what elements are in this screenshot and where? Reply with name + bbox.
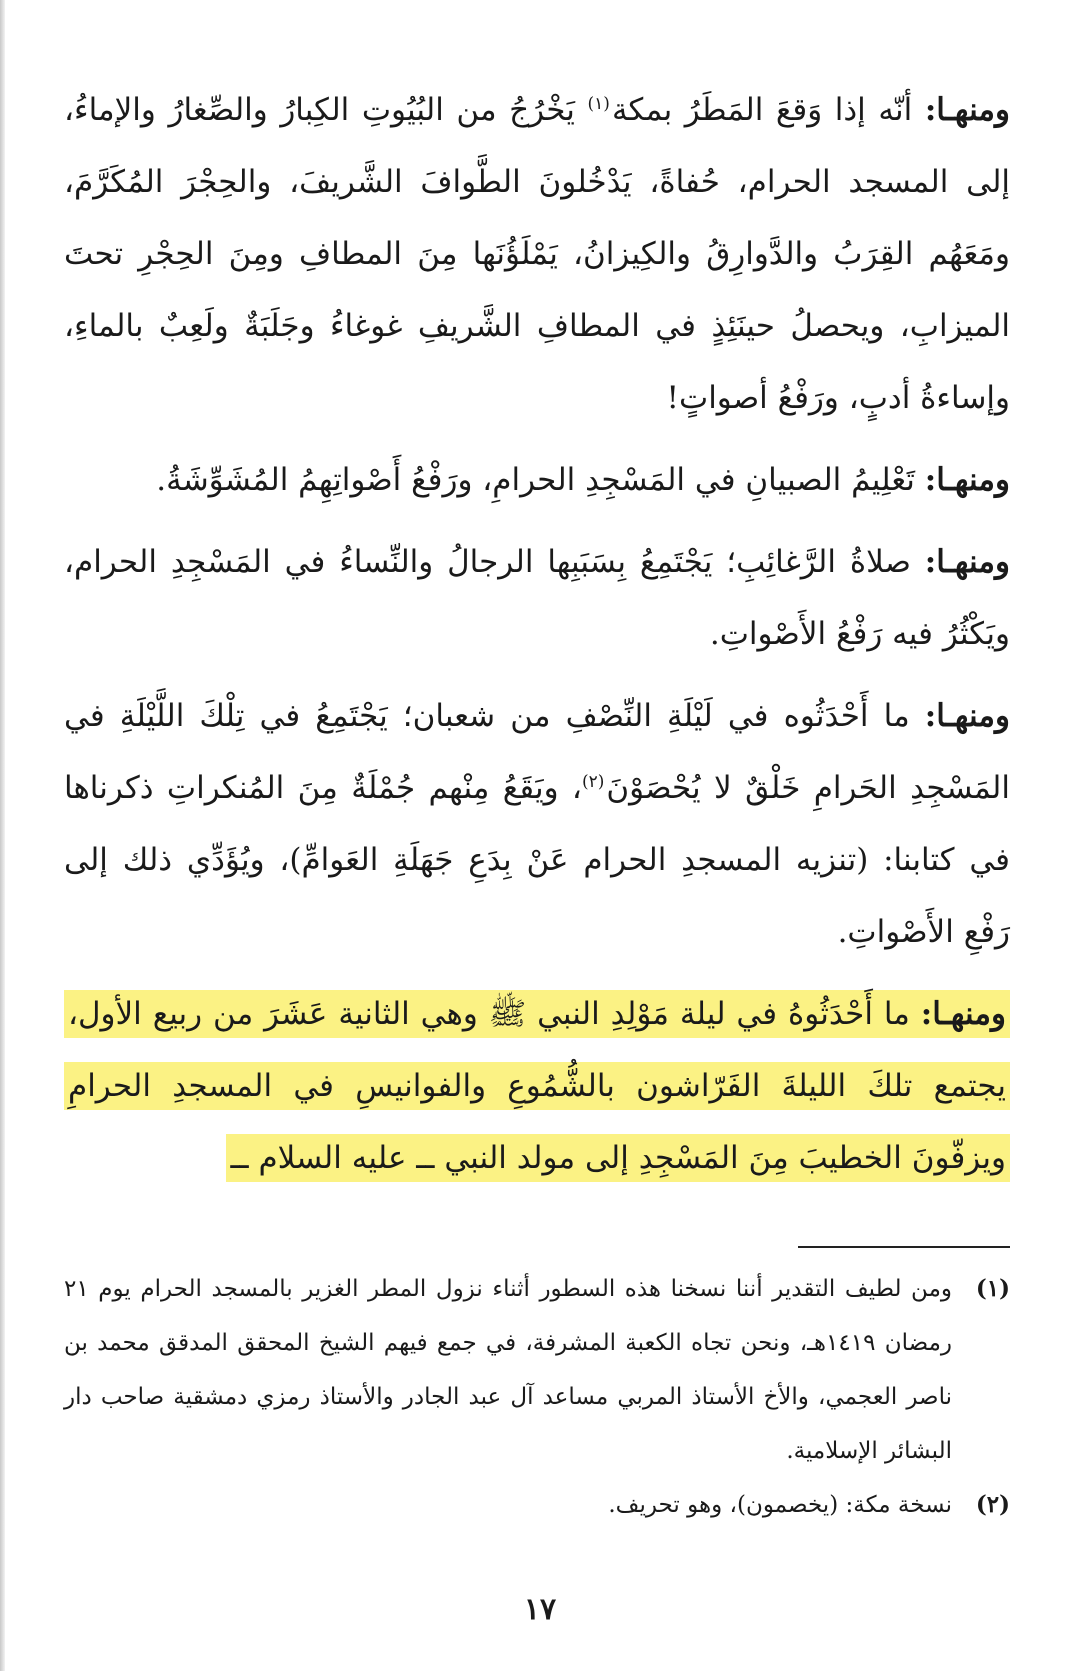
paragraph-mawlid bbox=[64, 978, 1010, 1194]
paragraph-shaban bbox=[64, 680, 1010, 968]
paragraph-text: ما أَحْدَثُوهُ في ليلة مَوْلِدِ النبي ﷺ وهي الثانية عَشَرَ من ربيع الأول، يجتمع تلكَ الليلةَ الفَرّاشون بالشُّمُوعِ والفوانيسِ في المسجدِ الحرامِ ويزفّونَ الخطيبَ مِنَ المَسْجِدِ إلى مولد النبي ــ عليه السلام ــ bbox=[68, 996, 1006, 1176]
footnote-text: نسخة مكة: (يخصمون)، وهو تحريف. bbox=[608, 1492, 952, 1518]
paragraph-raghaib bbox=[64, 526, 1010, 670]
paragraph-lead: ومنهـا: bbox=[924, 544, 1010, 580]
paragraph-rain bbox=[64, 74, 1010, 434]
paragraph-teaching bbox=[64, 444, 1010, 516]
paragraph-text: تَعْلِيمُ الصبيانِ في المَسْجِدِ الحرامِ، ورَفْعُ أَصْواتِهِمُ المُشَوِّشَةُ. bbox=[156, 462, 915, 498]
footnotes bbox=[64, 1262, 1010, 1532]
paragraph-lead: ومنهـا: bbox=[924, 462, 1010, 498]
paragraph-text: صلاةُ الرَّغائِبِ؛ يَجْتَمِعُ بِسَبَبِها الرجالُ والنِّساءُ في المَسْجِدِ الحرام، ويَكْثُرُ فيه رَفْعُ الأَصْواتِ. bbox=[64, 544, 1010, 652]
paragraph-text: ما أَحْدَثُوه في لَيْلَةِ النِّصْفِ من شعبان؛ يَجْتَمِعُ في تِلْكَ اللَّيْلَةِ في المَسْجِدِ الحَرامِ خَلْقٌ لا يُحْصَوْنَ bbox=[64, 698, 1010, 806]
footnote-number: (٢) bbox=[975, 1491, 1010, 1518]
paragraph-lead: ومنهـا: bbox=[924, 698, 1010, 734]
footnote-text: ومن لطيف التقدير أننا نسخنا هذه السطور أثناء نزول المطر الغزير بالمسجد الحرام يوم ٢١ رمضان ١٤١٩هـ، ونحن تجاه الكعبة المشرفة، في جمع فيهم الشيخ المحقق المدقق محمد بن ناصر العجمي، والأخ الأستاذ المربي مساعد آل عبد الجادر والأستاذ رمزي دمشقية صاحب دار البشائر الإسلامية. bbox=[64, 1276, 952, 1464]
footnote-ref-1[interactable]: (١) bbox=[587, 93, 610, 114]
footnote-2 bbox=[64, 1478, 1010, 1532]
footnote-1 bbox=[64, 1262, 1010, 1478]
page-number: ١٧ bbox=[523, 1592, 557, 1627]
footnote-separator bbox=[798, 1246, 1010, 1248]
highlighted-text bbox=[64, 990, 1010, 1182]
paragraph-text: يَخْرُجُ من البُيُوتِ الكِبارُ والصِّغارُ والإماءُ، إلى المسجد الحرام، حُفاةً، يَدْخُلونَ الطَّوافَ الشَّريفَ، والحِجْرَ المُكَرَّمَ، ومَعَهُم القِرَبُ والدَّوارِقُ والكِيزانُ، يَمْلَؤُنَها مِنَ المطافِ ومِنَ الحِجْرِ تحتَ الميزابِ، ويحصلُ حينَئِذٍ في المطافِ الشَّريفِ غوغاءُ وجَلَبَةٌ ولَعِبٌ بالماءِ، وإساءةُ أدبٍ، ورَفْعُ أصواتٍ! bbox=[64, 92, 1010, 416]
footnote-ref-2[interactable]: (٢) bbox=[581, 771, 605, 792]
paragraph-text: أنّه إذا وَقعَ المَطَرُ بمكة bbox=[611, 92, 913, 128]
footnote-number: (١) bbox=[975, 1275, 1010, 1302]
paragraph-text: ، ويَقَعُ مِنْهم جُمْلَةٌ مِنَ المُنكراتِ ذكرناها في كتابنا: (تنزيه المسجدِ الحرام عَنْ بِدَعِ جَهَلَةِ العَوامِّ)، ويُؤَدِّي ذلك إلى رَفْعِ الأَصْواتِ. bbox=[64, 770, 1010, 950]
paragraph-lead: ومنهـا: bbox=[920, 996, 1006, 1032]
main-text bbox=[64, 74, 1010, 1204]
page-edge-shadow bbox=[0, 0, 5, 1671]
paragraph-lead: ومنهـا: bbox=[924, 92, 1011, 128]
